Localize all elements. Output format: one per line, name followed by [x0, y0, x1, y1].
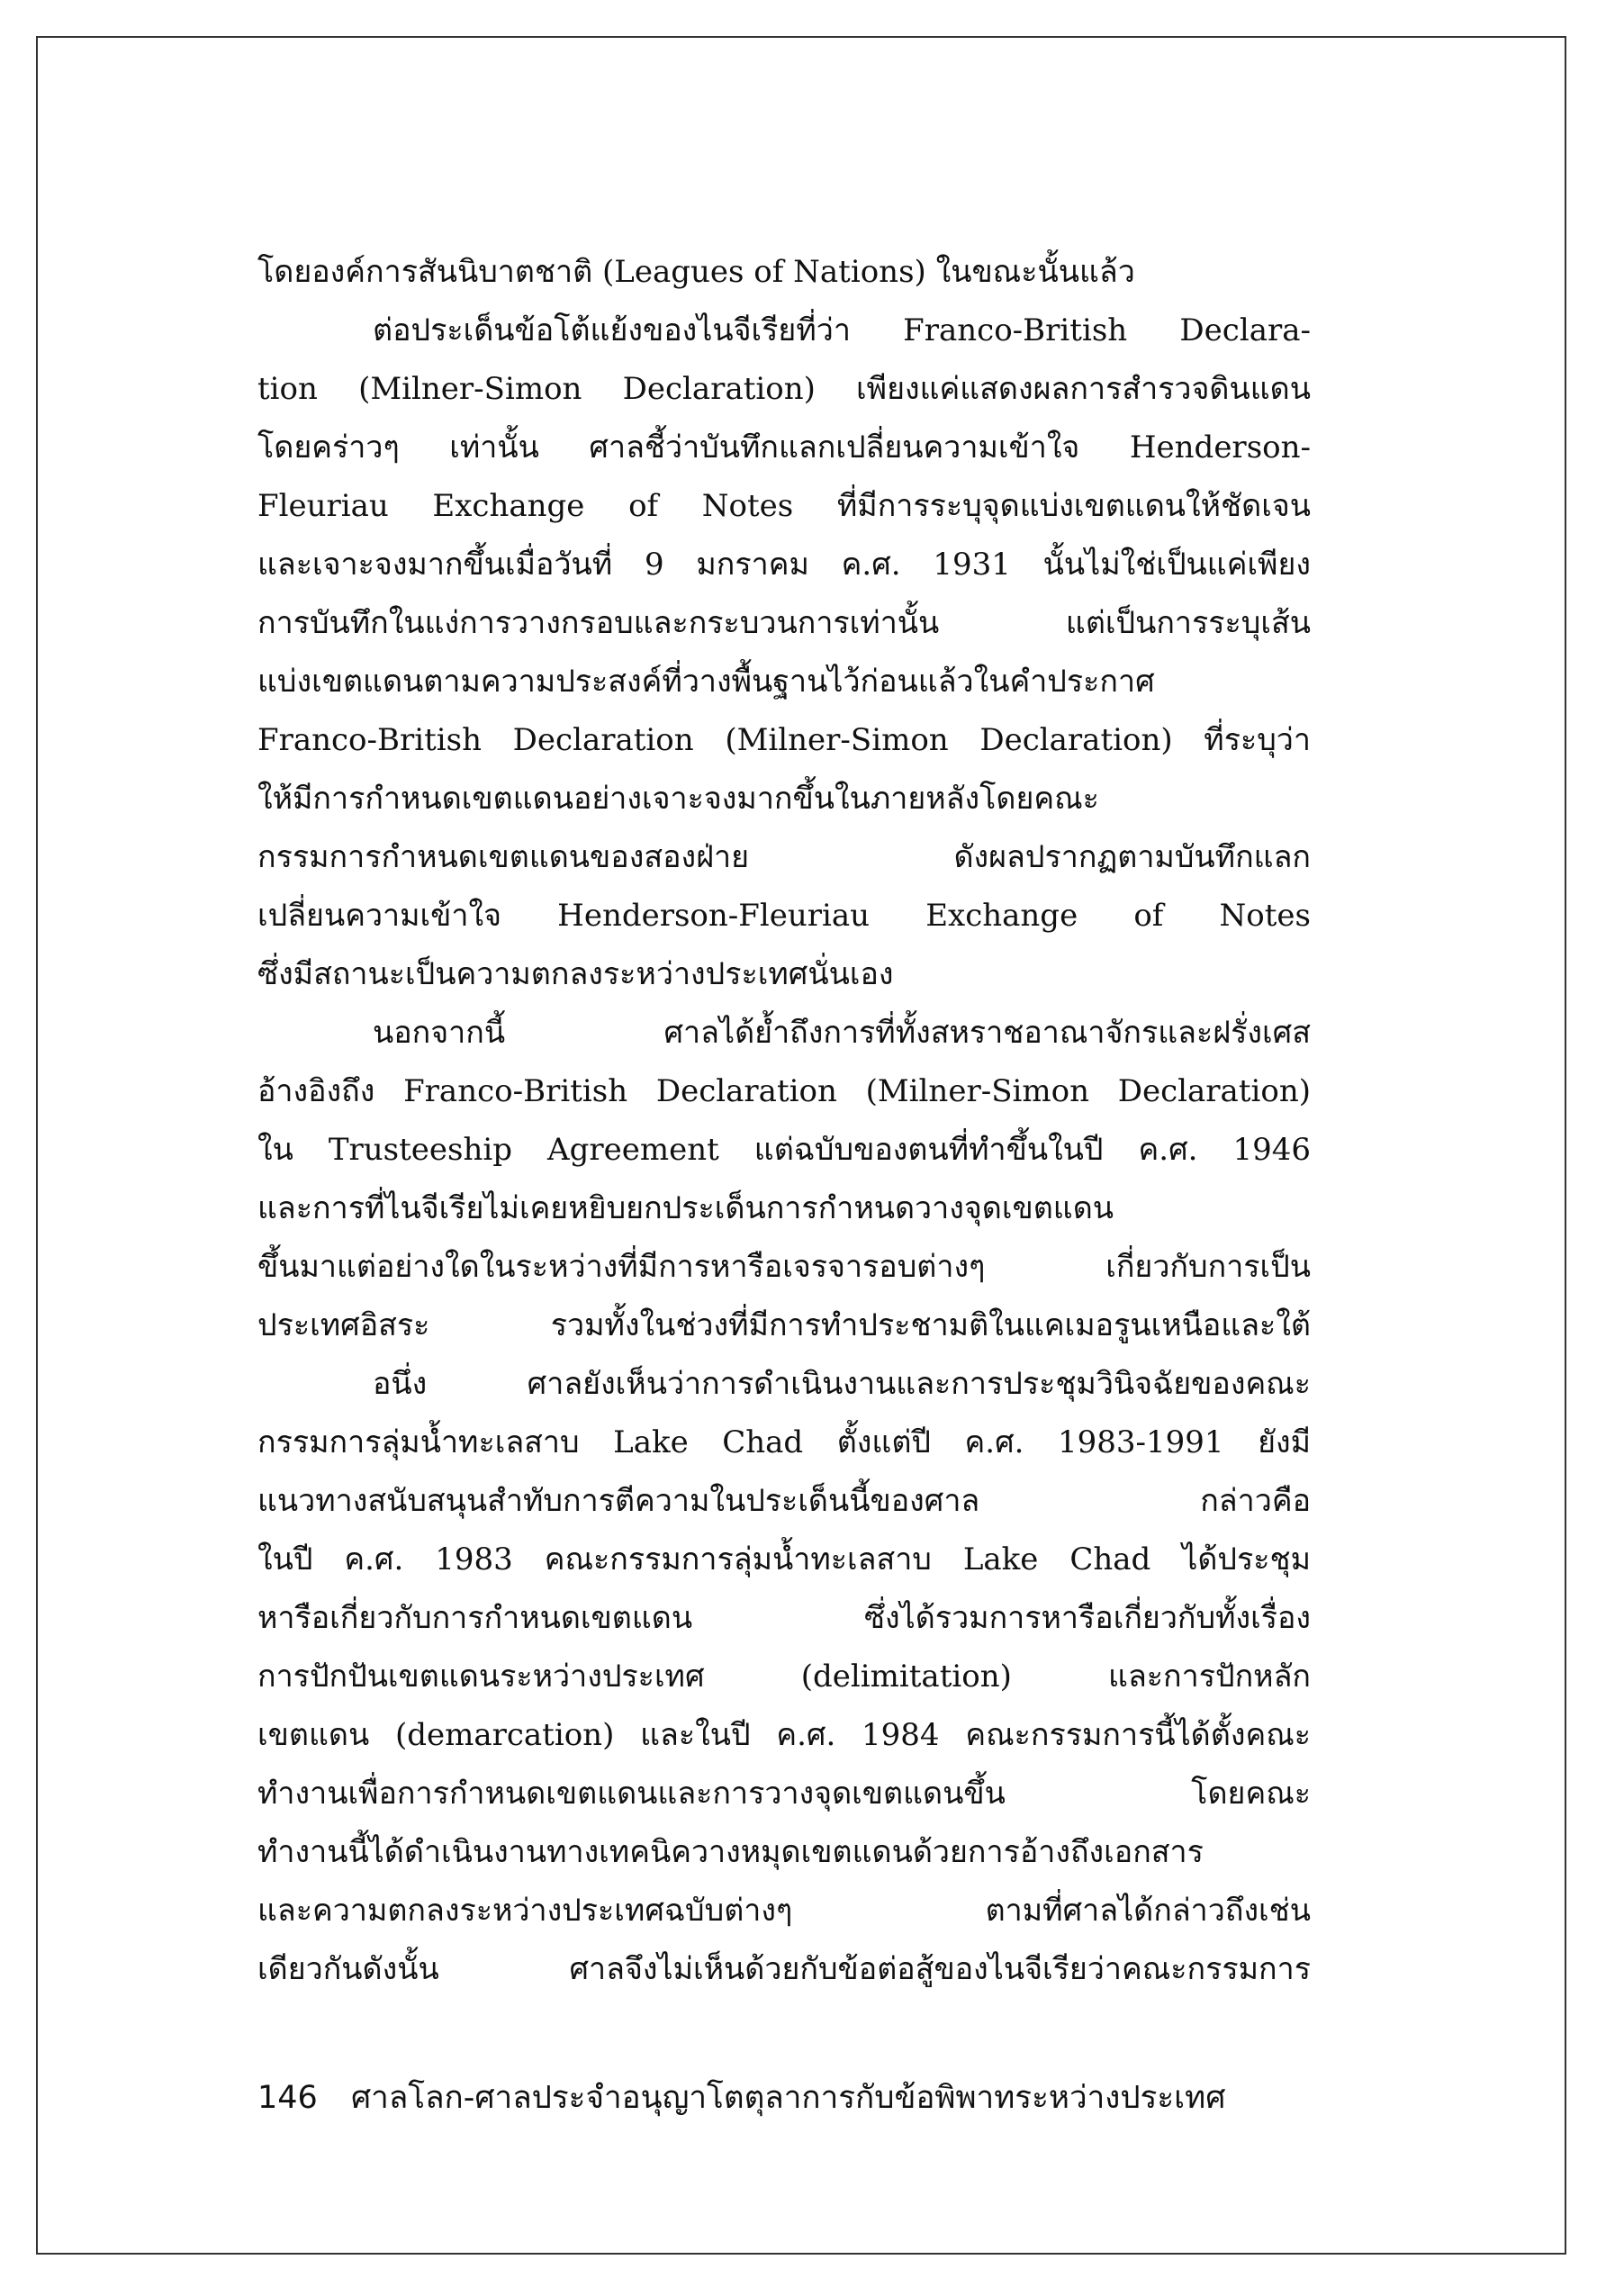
text-line: tion (Milner-Simon Declaration) เพียงแค่แสดงผลการสำรวจดินแดน [257, 371, 1311, 407]
text-line: ทำงานนี้ได้ดำเนินงานทางเทคนิควางหมุดเขตแดนด้วยการอ้างถึงเอกสาร [257, 1834, 1204, 1870]
running-title: ศาลโลก-ศาลประจำอนุญาโตตุลาการกับข้อพิพาทระหว่างประเทศ [350, 2080, 1226, 2116]
text-line: ทำงานเพื่อการกำหนดเขตแดนและการวางจุดเขตแดนขึ้น โดยคณะ [257, 1776, 1311, 1812]
text-line: หารือเกี่ยวกับการกำหนดเขตแดน ซึ่งได้รวมการหารือเกี่ยวกับทั้งเรื่อง [257, 1600, 1311, 1636]
text-line: Franco-British Declaration (Milner-Simon Declaration) ที่ระบุว่า [257, 722, 1311, 758]
text-line: ให้มีการกำหนดเขตแดนอย่างเจาะจงมากขึ้นในภายหลังโดยคณะ [257, 781, 1099, 817]
text-line: แนวทางสนับสนุนสำทับการตีความในประเด็นนี้ของศาล กล่าวคือ [257, 1483, 1311, 1519]
text-line: ขึ้นมาแต่อย่างใดในระหว่างที่มีการหารือเจรจารอบต่างๆ เกี่ยวกับการเป็น [257, 1249, 1311, 1285]
text-line: การบันทึกในแง่การวางกรอบและกระบวนการเท่านั้น แต่เป็นการระบุเส้น [257, 605, 1311, 641]
text-line: และการที่ไนจีเรียไม่เคยหยิบยกประเด็นการกำหนดวางจุดเขตแดน [257, 1190, 1114, 1226]
text-line: โดยคร่าวๆ เท่านั้น ศาลชี้ว่าบันทึกแลกเปลี่ยนความเข้าใจ Henderson- [257, 429, 1311, 466]
text-line: กรรมการกำหนดเขตแดนของสองฝ่าย ดังผลปรากฏตามบันทึกแลก [257, 839, 1311, 875]
text-line: การปักปันเขตแดนระหว่างประเทศ (delimitation) และการปักหลัก [257, 1659, 1311, 1695]
text-line: อ้างอิงถึง Franco-British Declaration (Milner-Simon Declaration) [257, 1073, 1311, 1109]
text-line: นอกจากนี้ ศาลได้ย้ำถึงการที่ทั้งสหราชอาณาจักรและฝรั่งเศส [373, 1015, 1311, 1051]
text-line: กรรมการลุ่มน้ำทะเลสาบ Lake Chad ตั้งแต่ปี ค.ศ. 1983-1991 ยังมี [257, 1424, 1311, 1460]
text-line: แบ่งเขตแดนตามความประสงค์ที่วางพื้นฐานไว้ก่อนแล้วในคำประกาศ [257, 664, 1155, 700]
page-number: 146 [257, 2080, 318, 2116]
text-line: Fleuriau Exchange of Notes ที่มีการระบุจุดแบ่งเขตแดนให้ชัดเจน [257, 488, 1311, 524]
text-line: ใน Trusteeship Agreement แต่ฉบับของตนที่ทำขึ้นในปี ค.ศ. 1946 [257, 1132, 1311, 1168]
text-line: เดียวกันดังนั้น ศาลจึงไม่เห็นด้วยกับข้อต่อสู้ของไนจีเรียว่าคณะกรรมการ [257, 1951, 1311, 1987]
text-line: ในปี ค.ศ. 1983 คณะกรรมการลุ่มน้ำทะเลสาบ Lake Chad ได้ประชุม [257, 1541, 1311, 1577]
text-line: เขตแดน (demarcation) และในปี ค.ศ. 1984 คณะกรรมการนี้ได้ตั้งคณะ [257, 1717, 1311, 1753]
text-line: และเจาะจงมากขึ้นเมื่อวันที่ 9 มกราคม ค.ศ. 1931 นั้นไม่ใช่เป็นแค่เพียง [257, 547, 1311, 583]
text-line: โดยองค์การสันนิบาตชาติ (Leagues of Nations) ในขณะนั้นแล้ว [257, 254, 1135, 290]
text-line: เปลี่ยนความเข้าใจ Henderson-Fleuriau Exchange of Notes [257, 898, 1311, 934]
text-line: ต่อประเด็นข้อโต้แย้งของไนจีเรียที่ว่า Franco-British Declara- [373, 312, 1311, 348]
page-footer [257, 2071, 1311, 2125]
text-line: ซึ่งมีสถานะเป็นความตกลงระหว่างประเทศนั่นเอง [257, 956, 894, 992]
text-line: อนึ่ง ศาลยังเห็นว่าการดำเนินงานและการประชุมวินิจฉัยของคณะ [373, 1366, 1311, 1402]
text-line: และความตกลงระหว่างประเทศฉบับต่างๆ ตามที่ศาลได้กล่าวถึงเช่น [257, 1893, 1311, 1929]
text-line: ประเทศอิสระ รวมทั้งในช่วงที่มีการทำประชามติในแคเมอรูนเหนือและใต้ [257, 1307, 1311, 1343]
body-text [257, 243, 1311, 1999]
